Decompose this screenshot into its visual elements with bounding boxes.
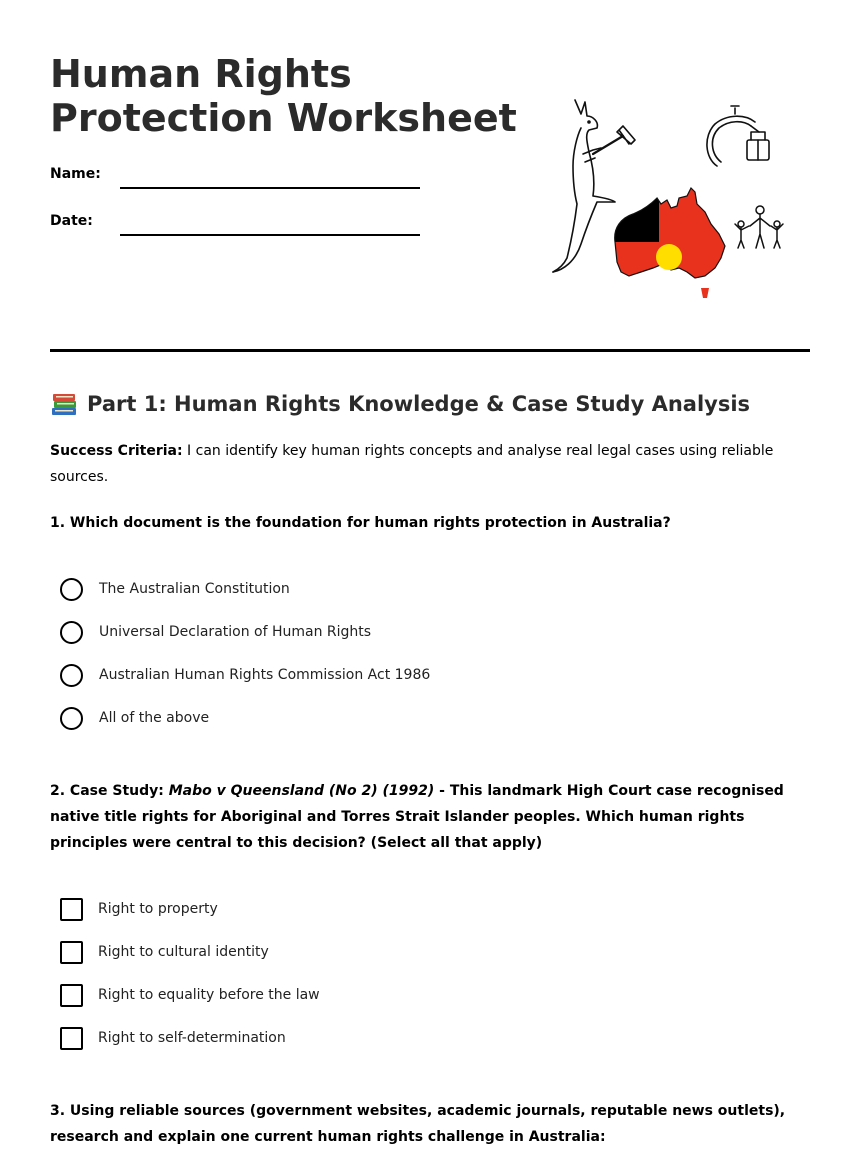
q2-option-3[interactable] <box>60 982 320 1008</box>
q1-option-2[interactable] <box>60 619 371 645</box>
q2-case-name: Mabo v Queensland (No 2) (1992) <box>168 783 435 799</box>
checkbox[interactable] <box>60 898 83 921</box>
criteria-text: I can identify key human rights concepts and analyse real legal cases using reliable sources. <box>50 443 774 485</box>
q1-option-4[interactable] <box>60 705 209 731</box>
books-icon <box>50 391 78 417</box>
handcuffs-icon <box>707 106 769 166</box>
option-label: Universal Declaration of Human Rights <box>99 624 372 640</box>
option-label: Right to equality before the law <box>98 987 320 1003</box>
q1-option-3[interactable] <box>60 662 430 688</box>
radio-button[interactable] <box>60 664 83 687</box>
checkbox[interactable] <box>60 984 83 1007</box>
question-3: 3. Using reliable sources (government websites, academic journals, reputable news outlets), research and explain one current human rights challenge in Australia: <box>50 1103 786 1145</box>
q2-option-2[interactable] <box>60 939 269 965</box>
question-2 <box>50 778 810 856</box>
date-label: Date: <box>50 213 93 229</box>
checkbox[interactable] <box>60 1027 83 1050</box>
q2-prefix: 2. Case Study: <box>50 783 169 799</box>
option-label: Australian Human Rights Commission Act 1986 <box>99 667 431 683</box>
q1-option-1[interactable] <box>60 576 290 602</box>
radio-button[interactable] <box>60 707 83 730</box>
name-field[interactable] <box>120 187 420 189</box>
option-label: Right to self-determination <box>98 1030 286 1046</box>
radio-button[interactable] <box>60 578 83 601</box>
q2-suffix: - This landmark High Court case recognised native title rights for Aboriginal and Torres Strait Islander peoples. Which human rights principles were central to this decision? (Select all that apply) <box>50 783 784 851</box>
option-label: Right to property <box>98 901 218 917</box>
name-label: Name: <box>50 166 101 182</box>
option-label: Right to cultural identity <box>98 944 269 960</box>
q2-option-1[interactable] <box>60 896 218 922</box>
checkbox[interactable] <box>60 941 83 964</box>
title-line-2: Protection Worksheet <box>50 96 517 140</box>
criteria-label: Success Criteria: <box>50 443 183 459</box>
australia-map-aboriginal-flag-icon <box>605 182 739 298</box>
option-label: All of the above <box>99 710 210 726</box>
family-icon <box>735 206 783 248</box>
question-1: 1. Which document is the foundation for human rights protection in Australia? <box>50 515 671 531</box>
page-title <box>50 52 520 140</box>
title-line-1: Human Rights <box>50 52 352 96</box>
success-criteria <box>50 438 790 490</box>
part1-heading <box>50 388 750 420</box>
q2-option-4[interactable] <box>60 1025 286 1051</box>
date-field[interactable] <box>120 234 420 236</box>
option-label: The Australian Constitution <box>99 581 290 597</box>
section-divider <box>50 349 810 352</box>
header-illustration <box>545 92 805 312</box>
radio-button[interactable] <box>60 621 83 644</box>
part1-title: Part 1: Human Rights Knowledge & Case Study Analysis <box>87 392 751 416</box>
